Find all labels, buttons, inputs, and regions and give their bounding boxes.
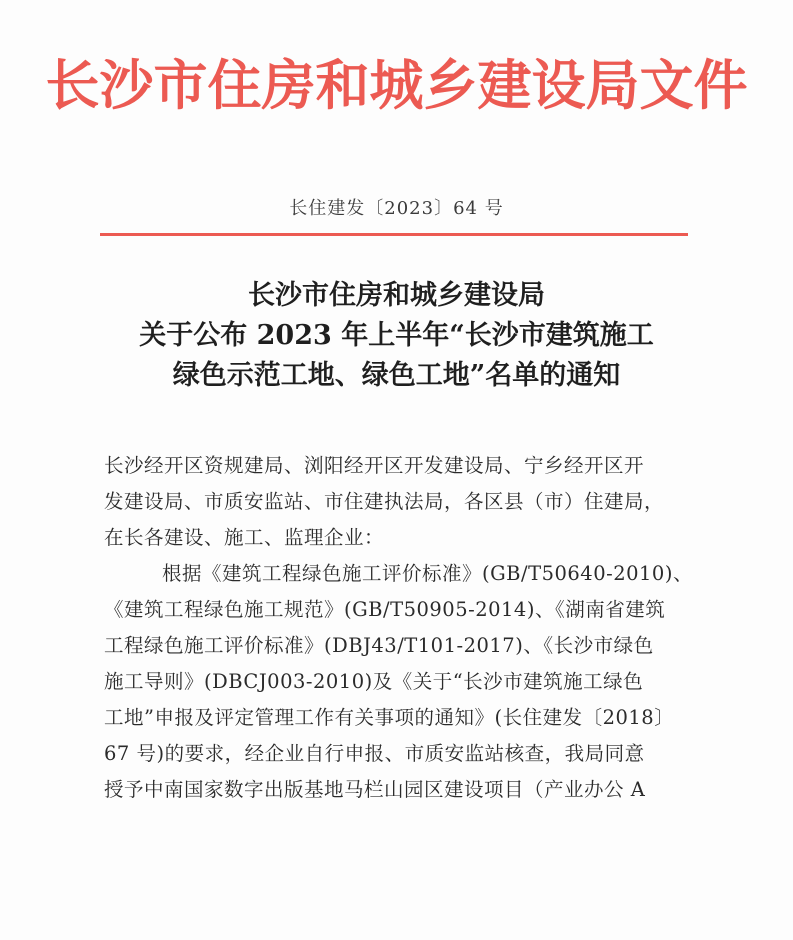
- notice-title-line-1: 长沙市住房和城乡建设局: [248, 280, 545, 311]
- addressee-line: 在长各建设、施工、监理企业：: [104, 526, 385, 549]
- paragraph-line: 《建筑工程绿色施工规范》(GB/T50905-2014)、《湖南省建筑: [104, 598, 666, 621]
- notice-title-line-2: 关于公布 2023 年上半年“长沙市建筑施工: [139, 320, 654, 351]
- paragraph-line: 授予中南国家数字出版基地马栏山园区建设项目（产业办公 A: [104, 778, 646, 801]
- document-number: 长住建发〔2023〕64 号: [289, 198, 504, 219]
- notice-body: [104, 448, 704, 808]
- notice-title-line-3: 绿色示范工地、绿色工地”名单的通知: [172, 360, 621, 391]
- issuer-header: 长沙市住房和城乡建设局文件: [45, 53, 748, 117]
- addressee-line: 长沙经开区资规建局、浏阳经开区开发建设局、宁乡经开区开: [104, 454, 645, 477]
- paragraph-line: 施工导则》(DBCJ003-2010)及《关于“长沙市建筑施工绿色: [104, 670, 644, 693]
- paragraph-line: 工地”申报及评定管理工作有关事项的通知》(长住建发〔2018〕: [104, 706, 675, 729]
- paragraph-line: 67 号)的要求，经企业自行申报、市质安监站核查，我局同意: [104, 742, 645, 765]
- paragraph-line: 工程绿色施工评价标准》(DBJ43/T101-2017)、《长沙市绿色: [104, 634, 654, 657]
- notice-title: [0, 276, 793, 396]
- paragraph-line: 根据《建筑工程绿色施工评价标准》(GB/T50640-2010)、: [162, 562, 693, 585]
- addressee-line: 发建设局、市质安监站、市住建执法局，各区县（市）住建局，: [104, 490, 665, 513]
- red-divider-line: [100, 233, 688, 236]
